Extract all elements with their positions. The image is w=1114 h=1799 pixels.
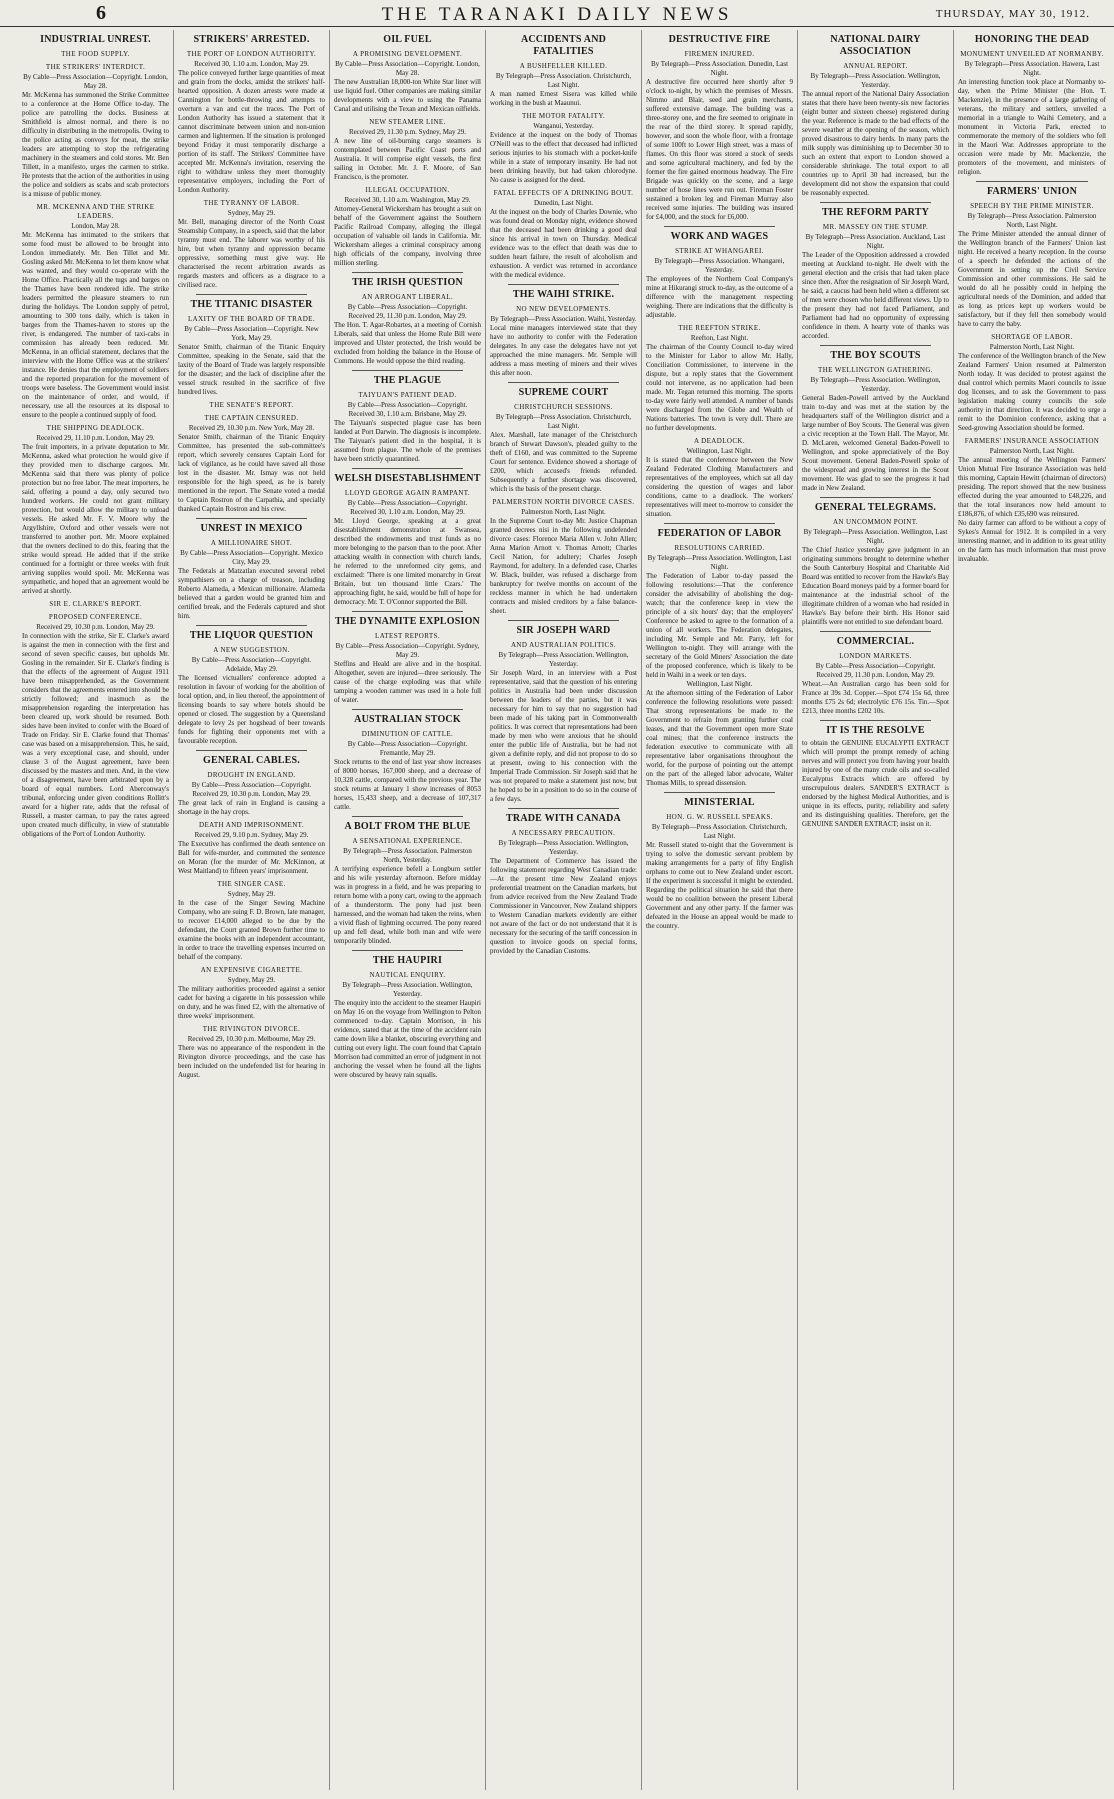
article-subheading: MR. MCKENNA AND THE STRIKE LEADERS. bbox=[36, 203, 155, 220]
dateline: By Telegraph—Press Association. Whangarei, Yesterday. bbox=[654, 257, 785, 274]
dateline: Wellington, Last Night. bbox=[686, 680, 753, 688]
article-subheading: A BUSHFELLER KILLED. bbox=[519, 62, 608, 70]
dateline: By Telegraph—Press Association. Wellington, Yesterday. bbox=[810, 72, 941, 89]
section-divider bbox=[664, 523, 775, 524]
masthead bbox=[0, 0, 1114, 27]
column-1 bbox=[18, 30, 174, 1790]
column-5 bbox=[642, 30, 798, 1790]
article-subheading: THE RIVINGTON DIVORCE. bbox=[202, 1025, 301, 1033]
article-subheading: DROUGHT IN ENGLAND. bbox=[207, 771, 296, 779]
section-divider bbox=[352, 950, 463, 951]
article-headline: DESTRUCTIVE FIRE bbox=[668, 34, 771, 45]
article-headline: AUSTRALIAN STOCK bbox=[354, 714, 461, 725]
section-divider bbox=[196, 625, 307, 626]
article-subheading: TAIYUAN'S PATIENT DEAD. bbox=[358, 391, 457, 399]
article-body: Attorney-General Wickersham has brought a suit on behalf of the Government against the Southern Pacific Railroad Company, alleging the illegal occupation of valuable oil lands in California. Mr. Wickersham alleges a criminal conspiracy among high officials of the company, involving three million sterling. bbox=[334, 205, 481, 267]
issue-date: THURSDAY, MAY 30, 1912. bbox=[935, 8, 1090, 20]
dateline: Palmerston North, Last Night. bbox=[989, 447, 1075, 455]
column-7 bbox=[954, 30, 1110, 1790]
article-subheading: DEATH AND IMPRISONMENT. bbox=[199, 821, 304, 829]
section-divider bbox=[352, 468, 463, 469]
section-divider bbox=[508, 808, 619, 809]
article-body: The new Australian 18,000-ton White Star liner will use liquid fuel. Other companies are making similar developments with a view to using the Panama Canal and utilising the Texan and Mexican oilfields. bbox=[334, 78, 481, 113]
section-divider bbox=[508, 382, 619, 383]
article-body: Mr. McKenna has intimated to the strikers that some food must be allowed to be brought into London immediately. Mr. Ben Tillet and Mr. Gosling asked Mr. McKenna to let them know what was wanted, and they would co-operate with the Home Office. Practically all the tugs and barges on the Thames have been rendered idle. The strike leaders permitted the pleasure steamers to run during the holidays. The London supply of petrol, amounting to 300 tons daily, which is taken in barges from the Thames-haven to stores up the river, is endangered. The number of taxi-cabs in commission has already been reduced. Mr. McKenna, in an official statement, declares that the interview with the Home Office was at the strikers' instance. He denies that the employment of soldiers and the reported preparation for the movement of troops were baseless. The Government would insist on the maintenance of order, and would, if necessary, use all the resources at its disposal to ensure to the people a continued supply of food. bbox=[22, 231, 169, 419]
dateline: Received 29, 10.30 p.m. Melbourne, May 29. bbox=[187, 1035, 316, 1043]
column-6 bbox=[798, 30, 954, 1790]
article-body: The police conveyed further large quantities of meat and grain from the docks, amidst the strikers' half-hearted opposition. A dozen arrests were made at Cannington for bottle-throwing and attempts to overturn a van and cut the traces. The Port of London Authority has issued a statement that it cannot discriminate between union and non-union carmen and lightermen. If the situation is prolonged beyond Friday it must temporarily discharge a portion of its staff. The Strikers' Committee have accepted Mr. McKenna's invitation, reserving the right to withdraw unless they meet thoroughly representative employers, including the Port of London Authority. bbox=[178, 69, 325, 194]
article-subheading: PALMERSTON NORTH DIVORCE CASES. bbox=[492, 498, 635, 506]
article-body: The Prime Minister attended the annual dinner of the Wellington branch of the Farmers' Union last night. He received a hearty reception. In the course of a speech he defended the actions of the Government in setting up the Civil Service Commission and other commissions. He said he would do all he possibly could in helping the agricultural needs of the Dominion, and added that as long as prices kept up workers would be satisfactory, but if they fell then somebody would have to carry the baby. bbox=[958, 230, 1106, 328]
column-4 bbox=[486, 30, 642, 1790]
article-subheading: FIREMEN INJURED. bbox=[684, 50, 755, 58]
article-subheading: LATEST REPORTS. bbox=[375, 632, 440, 640]
article-subheading: NAUTICAL ENQUIRY. bbox=[369, 971, 446, 979]
dateline: By Telegraph—Press Association. Palmerston North, Yesterday. bbox=[343, 847, 472, 864]
article-subheading: FATAL EFFECTS OF A DRINKING BOUT. bbox=[493, 189, 634, 197]
article-body: The Federals at Matzatlan executed several rebel sympathisers on a charge of treason, including Roberto Alameda, a Mexican millionaire. Alameda believed that a garden would be granted him and certified break, and the Federals captured and shot him. bbox=[178, 567, 325, 620]
article-subheading: A MILLIONAIRE SHOT. bbox=[210, 539, 293, 547]
article-headline: NATIONAL DAIRY ASSOCIATION bbox=[830, 34, 921, 57]
section-divider bbox=[508, 284, 619, 285]
dateline: By Cable—Press Association—Copyright. Adelaide, May 29. bbox=[191, 656, 312, 673]
dateline: Wellington, Last Night. bbox=[686, 447, 753, 455]
article-body: The enquiry into the accident to the steamer Haupiri on May 16 on the voyage from Wellington to Pelton commenced to-day. Captain Morrison, in his evidence, stated that at the time of the accident rain came down like a blanket, obscuring everything and cutting out every light. The court found that Captain Morrison had committed an error of judgment in not anchoring the vessel when he found all the lights were obscured by heavy rain squalls. bbox=[334, 999, 481, 1079]
dateline: By Telegraph—Press Association. Wellington, Last Night. bbox=[647, 554, 792, 571]
section-divider bbox=[508, 620, 619, 621]
article-subheading: THE TYRANNY OF LABOR. bbox=[203, 199, 300, 207]
section-divider bbox=[820, 497, 931, 498]
dateline: By Telegraph—Press Association. Wellington, Yesterday. bbox=[498, 839, 629, 856]
dateline: Received 29, 11.30 p.m. Sydney, May 29. bbox=[348, 128, 467, 136]
dateline: By Telegraph—Press Association. Auckland, Last Night. bbox=[805, 233, 946, 250]
article-body: The conference of the Wellington branch of the New Zealand Farmers' Union resumed at Palmerston North today. It was decided to protest against the dual control which permits Maori councils to issue dog licenses, and to ask the Government to pass legislation making county councils the sole authority in that direction. It was decided to urge a remit to the Dominion conference, asking that a Seed-growing Association should be formed. bbox=[958, 352, 1106, 432]
section-divider bbox=[820, 720, 931, 721]
article-headline: HONORING THE DEAD bbox=[974, 34, 1090, 45]
dateline: By Cable—Press Association—Copyright. Received 29, 11.30 p.m. London, May 29. bbox=[815, 662, 936, 679]
column-2 bbox=[174, 30, 330, 1790]
article-headline: THE LIQUOR QUESTION bbox=[189, 630, 314, 641]
article-subheading: SHORTAGE OF LABOR. bbox=[991, 333, 1073, 341]
article-body: Senator Smith, chairman of the Titanic Enquiry Committee, speaking in the Senate, said that the laxity of the Board of Trade was largely responsible for the disaster; and the lack of discipline after the vessel struck resulted in the sacrifice of five hundred lives. bbox=[178, 343, 325, 396]
dateline: Received 29, 9.10 p.m. Sydney, May 29. bbox=[194, 831, 309, 839]
article-body: Mr. McKenna has summoned the Strike Committee to a conference at the Home Office to-day. The police are patrolling the docks. Business at Smithfield is almost normal, and there is no difficulty in distributing in the metropolis. Owing to the police acting as convoys for meat, the strike leaders are attempting to stop the refrigerating machinery in the steamers and cold stores. Mr. Ben Tillett, in a manifesto, urges the carmen to strike. He protests that the action of the authorities in using the police and soldiers as scabs and scab protectors is a misuse of public money. bbox=[22, 91, 169, 198]
article-subheading: A SENSATIONAL EXPERIENCE. bbox=[352, 837, 463, 845]
dateline: By Telegraph—Press Association. Wellington, Yesterday. bbox=[342, 981, 473, 998]
article-headline: FEDERATION OF LABOR bbox=[657, 528, 782, 539]
article-body: Steffins and Heald are alive and in the hospital. Altogether, seven are injured—three seriously. The cause of the charge exploding was that while tamping a wooden rammer was used in a hole full of water. bbox=[334, 660, 481, 704]
article-subheading: AND AUSTRALIAN POLITICS. bbox=[510, 641, 617, 649]
dateline: By Telegraph—Press Association. Wellington, Yesterday. bbox=[810, 376, 941, 393]
article-subheading: FARMERS' INSURANCE ASSOCIATION bbox=[964, 437, 1100, 445]
section-divider bbox=[352, 272, 463, 273]
article-body: Wheat.—An Australian cargo has been sold for France at 39s 3d. Copper.—Spot £74 15s 6d, three months £75 2s 6d; electrolytic £76 15s. Tin.—Spot £213, three months £202 10s. bbox=[802, 680, 949, 715]
section-divider bbox=[352, 816, 463, 817]
article-subheading: A DEADLOCK. bbox=[693, 437, 746, 445]
article-subheading: STRIKE AT WHANGAREI. bbox=[675, 247, 764, 255]
dateline: Received 30, 1.10 a.m. London, May 29. bbox=[194, 60, 309, 68]
section-divider bbox=[664, 226, 775, 227]
dateline: By Telegraph—Press Association. Wellington, Last Night. bbox=[803, 528, 948, 545]
article-headline: THE WAIHI STRIKE. bbox=[512, 289, 615, 300]
dateline: By Telegraph—Press Association. Christchurch, Last Night. bbox=[651, 823, 788, 840]
section-divider bbox=[976, 181, 1088, 182]
page-number: 6 bbox=[96, 2, 106, 24]
dateline: Received 30, 1.10 a.m. Washington, May 29. bbox=[344, 196, 471, 204]
article-body: Sir Joseph Ward, in an interview with a Post representative, said that the question of his entering politics in Australia had been under discussion between the leaders of the parties, but it was necessary for him to say that no suggestion had been made of his taking part in Commonwealth politics. It was correct that representations had been made by men who were anxious that he should enter the public life of Australia, but he had not given a definite reply, and did not propose to do so at present, owing to his connection with the Imperial Trade Commission. Sir Joseph said that he was not prepared to make a statement just now, but he hoped to be in a position to do so in the course of a few days. bbox=[490, 669, 637, 803]
section-divider bbox=[820, 631, 931, 632]
dateline: Sydney, May 29. bbox=[227, 976, 276, 984]
article-subheading: THE FOOD SUPPLY. bbox=[61, 50, 130, 58]
article-body: The employees of the Northern Coal Company's mine at Hikurangi struck to-day, as the outcome of a difference with the management respecting weighing. There are indications that the difficulty is adjustable. bbox=[646, 275, 793, 319]
article-body: In connection with the strike, Sir E. Clarke's award is against the men in connection with the first and second of seven specific causes, but upholds Mr. Gosling in the remainder. Sir E. Clarke's finding is that the effects of the agreement of August 1911 have been misapprehended, as the Government considers that the agreements entered into should be strictly followed; and inasmuch as the misapprehension regarding the interpretation has been cleared up, work should be resumed. Both sides have been invited to confer with the Board of Trade on Friday. Sir E. Clarke found that Thomas' case was based on a misapprehension. This, he said, was a very exceptional case, and should, under clause 3 of the August agreement, have been discussed by the masters and men. And, in the view of a disagreement, have been arbitrated upon by a board of equal numbers. Lord Aberconway's tribunal, enforcing under given conditions Rollitt's award for a higher rate, adds that the refusal of Russell, a master carman, to pay the rates agreed upon created much difficulty, in view of statutable obligations of the Port of London Authority. bbox=[22, 632, 169, 838]
article-body: Stock returns to the end of last year show increases of 8000 horses, 167,000 sheep, and a decrease of 10,328 cattle, compared with the previous year. The stock returns at January 1 show increases of 8053 horses, 15,433 sheep, and a decrease of 107,317 cattle. bbox=[334, 758, 481, 811]
article-subheading: ANNUAL REPORT. bbox=[843, 62, 908, 70]
section-divider bbox=[664, 792, 775, 793]
dateline: By Cable—Press Association—Copyright. Fremantle, May 29. bbox=[347, 740, 468, 757]
article-headline: THE BOY SCOUTS bbox=[830, 350, 921, 361]
article-headline: UNREST IN MEXICO bbox=[200, 523, 303, 534]
section-divider bbox=[820, 202, 931, 203]
article-subheading: NO NEW DEVELOPMENTS. bbox=[516, 305, 611, 313]
article-body: A terrifying experience befell a Longburn settler and his wife yesterday afternoon. Before midday was in progress in a field, and he was preparing to return home with a pony cart, owing to the approach of a thunderstorm. The pony had just been harnessed, and the woman had taken the reins, when a vivid flash of lightning occurred. The pony reared up and fell dead, while both man and wife were temporarily blinded. bbox=[334, 865, 481, 945]
section-divider bbox=[196, 294, 307, 295]
article-subheading: MR. MASSEY ON THE STUMP. bbox=[822, 223, 929, 231]
article-headline: THE TITANIC DISASTER bbox=[190, 299, 313, 310]
section-divider bbox=[820, 345, 931, 346]
article-body: In the Supreme Court to-day Mr. Justice Chapman granted decrees nisi in the following undefended divorce cases: Florence Maria Allen v. John Allen; Anna Marion Arnott v. Thomas Arnott; Charles Cecil Nation, for adultery; Charles Joseph Raymond, for adultery. In a defended case, Charles W. Black, builder, was refused a discharge from bankruptcy for twelve months on account of the reckless manner in which he had undertaken contracts and misled creditors by a false balance-sheet. bbox=[490, 517, 637, 615]
newspaper-title: THE TARANAKI DAILY NEWS bbox=[381, 4, 733, 25]
dateline: By Telegraph—Press Association. Dunedin, Last Night. bbox=[650, 60, 789, 77]
article-body: The Chief Justice yesterday gave judgment in an originating summons brought to determine whether the South Canterbury Hospital and Charitable Aid Board was entitled to recover from the Hawke's Bay Education Board moneys paid by a former board for maintenance at the industrial school of the illegitimate children of a woman who had resided in Hawke's Bay before their birth. His Honor said plaintiffs were not entitled to sue defendant board. bbox=[802, 546, 949, 626]
dateline: By Cable—Press Association—Copyright. New York, May 29. bbox=[184, 325, 319, 342]
article-subheading: THE WELLINGTON GATHERING. bbox=[818, 366, 933, 374]
article-subheading: SPEECH BY THE PRIME MINISTER. bbox=[970, 202, 1094, 210]
article-headline: SUPREME COURT bbox=[518, 387, 609, 398]
article-headline: THE PLAGUE bbox=[373, 375, 442, 386]
dateline: By Cable—Press Association—Copyright. Sydney, May 29. bbox=[335, 642, 480, 659]
article-subheading: THE MOTOR FATALITY. bbox=[521, 112, 606, 120]
dateline: By Cable—Press Association—Copyright. London, May 28. bbox=[335, 60, 480, 77]
article-body: No dairy farmer can afford to be without a copy of Sykes's Annual for 1912. It is compiled in a very interesting manner, and in addition to its great utility on the farm has much information that must prove invaluable. bbox=[958, 519, 1106, 563]
article-body: The great lack of rain in England is causing a shortage in the hay crops. bbox=[178, 799, 325, 816]
article-subheading: THE PORT OF LONDON AUTHORITY. bbox=[186, 50, 317, 58]
dateline: Sydney, May 29. bbox=[227, 209, 276, 217]
dateline: By Cable—Press Association—Copyright. Received 30, 1.10 a.m. Brisbane, May 29. bbox=[347, 401, 468, 418]
article-subheading: DIMINUTION OF CATTLE. bbox=[361, 730, 454, 738]
article-body: Alex. Marshall, late manager of the Christchurch branch of Stewart Dawson's, pleaded guilty to the theft of £160, and was committed to the Supreme Court for sentence. Evidence showed a shortage of £200, which accused's friends refunded. Subsequently a further shortage was discovered, which is the basis of the present charge. bbox=[490, 431, 637, 493]
article-headline: WORK AND WAGES bbox=[670, 231, 769, 242]
article-body: A destructive fire occurred here shortly after 9 o'clock to-night, by which the premises of Messrs. Nimmo and Blair, seed and grain merchants, suffered extensive damage. The building was a three-storey one, and the fire seemed to originate in the rear of the third storey. It spread rapidly, however, and soon the whole floor, with a frontage of some 100ft to Lower High street, was a mass of flames. On this floor was stored a stock of seeds and some agricultural machinery, and fed by the former the fire gained enormous headway. The Fire Brigade was quickly on the scene, and a large number of hose lines were run out. Fireman Foster sustained a broken leg and Fireman Murray also received some injuries. The building was insured for £4,000, and the stock for £6,000. bbox=[646, 78, 793, 221]
article-body: A man named Ernest Sisera was killed while working in the bush at Maaunui. bbox=[490, 90, 637, 107]
article-body: The licensed victuallers' conference adopted a resolution in favour of working for the abolition of local option, and, in lieu thereof, the appointment of licensing boards to say where hotels should be opened or closed. The suggestion by a Queensland delegate to levy 2s per hogshead of beer towards funds for fighting their opponents met with a favourable reception. bbox=[178, 674, 325, 745]
article-subheading: RESOLUTIONS CARRIED. bbox=[674, 544, 765, 552]
article-subheading: THE STRIKERS' INTERDICT. bbox=[45, 63, 146, 71]
article-headline: THE IRISH QUESTION bbox=[352, 277, 463, 288]
article-subheading: THE SENATE'S REPORT. bbox=[209, 401, 294, 409]
article-headline: INDUSTRIAL UNREST. bbox=[40, 34, 151, 45]
article-headline: STRIKERS' ARRESTED. bbox=[193, 34, 310, 45]
article-headline: IT IS THE RESOLVE bbox=[826, 725, 925, 736]
article-headline: FARMERS' UNION bbox=[986, 186, 1078, 197]
article-subheading: LLOYD GEORGE AGAIN RAMPANT. bbox=[344, 489, 471, 497]
article-body: The Taiyuan's suspected plague case has been landed at Port Darwin. The diagnosis is incomplete. The Taiyuan's patient died in the hospital, it is assumed from plague. The whole of the premises have been strictly quarantined. bbox=[334, 419, 481, 463]
article-subheading: LAXITY OF THE BOARD OF TRADE. bbox=[188, 315, 315, 323]
article-body: Evidence at the inquest on the body of Thomas O'Neill was to the effect that deceased had inflicted serious injuries to his stomach with a pocket-knife while in a state of temporary insanity. He had not been drinking heavily, but had taken chlorodyne. No cause is assigned for the deed. bbox=[490, 131, 637, 184]
columns bbox=[18, 30, 1110, 1790]
article-headline: THE HAUPIRI bbox=[372, 955, 443, 966]
article-body: There was no appearance of the respondent in the Rivington divorce proceedings, and the case has been included on the undefended list for hearing in August. bbox=[178, 1044, 325, 1079]
article-body: The Federation of Labor to-day passed the following resolutions:—That the conference consider the advisability of abolishing the dog-watch; that the conference keep in view the principle of a six hours' day; that the employers' Conference be asked to agree to the formation of a union of all workers. The Federation delegates, including Mr. Semple and Mr. Parry, left for Wellington to-night. They will arrange with the secretary of the Gold Miners' Association the date of the proposed conference, which is likely to be held in Waihi in a week or ten days. bbox=[646, 572, 793, 679]
dateline: By Cable—Press Association—Copyright. Received 29, 10.30 p.m. London, May 29. bbox=[191, 781, 312, 798]
article-headline: OIL FUEL bbox=[383, 34, 432, 45]
article-subheading: MONUMENT UNVEILED AT NORMANBY. bbox=[960, 50, 1104, 58]
dateline: By Telegraph—Press Association. Wellington, Yesterday. bbox=[498, 651, 629, 668]
article-body: The fruit importers, in a private deputation to Mr. McKenna, asked what protection he would give if they provided men to discharge cargoes. Mr. McKenna said that there was plenty of police protection but no free labor. The meat importers, he said, offering a pound a day, only secured two hundred workers. He could not grant military protection, but would allow the military to unload vessels. He asked Mr. F. V. Moore why the Argyllshire, Oxford and other vessels were not transferred to another port. Mr. Moore explained that the owners declined to do this, fearing that the strike would spread. He added that if the strike continued for a fortnight or three weeks with fruit arriving supplies would spoil. Mr. McKenna was sympathetic, and hoped that an agreement would be arrived at shortly. bbox=[22, 443, 169, 595]
dateline: Received 29, 10.30 p.m. New York, May 28. bbox=[188, 424, 315, 432]
article-subheading: A PROMISING DEVELOPMENT. bbox=[352, 50, 463, 58]
article-subheading: A NECESSARY PRECAUTION. bbox=[511, 829, 616, 837]
article-headline: GENERAL TELEGRAMS. bbox=[814, 502, 937, 513]
article-headline: TRADE WITH CANADA bbox=[506, 813, 621, 824]
dateline: By Telegraph—Press Association. Palmerston North, Last Night. bbox=[967, 212, 1097, 229]
article-subheading: AN ARROGANT LIBERAL. bbox=[361, 293, 454, 301]
article-subheading: A NEW SUGGESTION. bbox=[213, 646, 290, 654]
section-divider bbox=[352, 611, 463, 612]
article-headline: A BOLT FROM THE BLUE bbox=[344, 821, 471, 832]
article-body: The military authorities proceeded against a senior cadet for having a cigarette in his possession while on duty, and he was fined £2, with the alternative of three weeks' imprisonment. bbox=[178, 985, 325, 1020]
article-subheading: THE SHIPPING DEADLOCK. bbox=[46, 424, 145, 432]
dateline: By Telegraph—Press Association. Hawera, Last Night. bbox=[964, 60, 1100, 77]
article-subheading: SIR E. CLARKE'S REPORT. bbox=[49, 600, 142, 608]
article-body: The annual meeting of the Wellington Farmers' Union Mutual Fire Insurance Association was held this morning, Captain Hewitt (chairman of directors) presiding. The report showed that the new business effected during the year amounted to £48,226, and that the total insurances now held amount to £186,876, of which £35,690 was reinsured. bbox=[958, 456, 1106, 518]
article-headline: THE DYNAMITE EXPLOSION bbox=[335, 616, 480, 627]
article-body: Mr. Lloyd George, speaking at a great disestablishment demonstration at Swansea, described the endowments and trust funds as no more belonging to the parson than to the poor. After attacking wealth in connection with church lands, he referred to the unreformed city gems, and exclaimed: 'There is one limited monarchy in Great Britain, but ten thousand little Czars.' The approaching fight, he said, would be full of hope for democracy. Mr. T. O'Connor supported the Bill. bbox=[334, 517, 481, 606]
dateline: By Telegraph—Press Association. Waihi, Yesterday. bbox=[490, 315, 637, 323]
section-divider bbox=[196, 750, 307, 751]
dateline: Received 29, 11.10 p.m. London, May 29. bbox=[36, 434, 155, 442]
dateline: Dunedin, Last Night. bbox=[533, 199, 594, 207]
article-body: In the case of the Singer Sewing Machine Company, who are suing F. D. Brown, late manager, to recover £14,000 alleged to be due by the defendant, the Court granted Brown further time to examine the books with an independent accountant, in order to trace the travelling expenses incurred on behalf of the company. bbox=[178, 899, 325, 961]
article-body: The annual report of the National Dairy Association states that there have been twenty-six new factories (eight butter and sixteen cheese) registered during the year. Reference is made to the bad effects of the severe weather at the opening of the season, which proved disastrous to dairy herds. In many parts the milk supply was diminishing up to December 30 to such an extent that export to London showed a considerable shrinkage. The total export to all countries up to April 30 had increased, but the development did not show the expansion that could be reasonably expected. bbox=[802, 90, 949, 197]
article-body: General Baden-Powell arrived by the Auckland train to-day and was met at the station by the headquarters staff of the Wellington district and a large number of Boy Scouts. The General was given a civic reception at the Town Hall. The Mayor, Mr. D. McLaren, welcomed General Baden-Powell to Wellington, and spoke appreciatively of the Boy Scout movement. General Baden-Powell spoke of the widespread and growing interest in the Scout movement. He was glad to see the progress it had made in New Zealand. bbox=[802, 394, 949, 492]
dateline: Reefton, Last Night. bbox=[690, 334, 749, 342]
dateline: By Telegraph—Press Association. Christchurch, Last Night. bbox=[495, 72, 632, 89]
dateline: London, May 28. bbox=[71, 222, 120, 230]
article-body: Mr. Russell stated to-night that the Government is trying to solve the domestic servant problem by making arrangements for a party of fifty English orphans to come out to New Zealand under escort. If the experiment is successful it might be extended. Regarding the political situation he said that there would be no coalition between the present Liberal Government and any other party. If the farmer was defeated in the House an appeal would be made to the country. bbox=[646, 841, 793, 930]
dateline: By Cable—Press Association—Copyright. London, May 28. bbox=[23, 73, 168, 90]
dateline: By Cable—Press Association—Copyright. Received 29, 11.30 p.m. London, May 29. bbox=[347, 303, 468, 320]
article-headline: GENERAL CABLES. bbox=[203, 755, 300, 766]
section-divider bbox=[196, 518, 307, 519]
article-subheading: LONDON MARKETS. bbox=[839, 652, 912, 660]
article-body: The Executive has confirmed the death sentence on Ball for wife-murder, and commuted the sentence on Moran (for the murder of Mr. McKinnon, at West Maitland) to fifteen years' imprisonment. bbox=[178, 840, 325, 875]
article-body: Local mine managers interviewed state that they have no authority to confer with the Federation delegates. In any case the delegates have not yet approached the mine managers. Mr. Semple will address a mass meeting of miners and their wives this after noon. bbox=[490, 324, 637, 377]
article-headline: SIR JOSEPH WARD bbox=[516, 625, 611, 636]
article-body: An interesting function took place at Normanby to-day, when the Prime Minister (the Hon. T. Mackenzie), in the presence of a large gathering of veterans, the military and settlers, unveiled a memorial in a triangle to Waihi Cemetery, and a monument in Victoria Park, erected to commemorate the memory of the soldiers who fell in the Maori War. Addresses appropriate to the occasion were made by Mr. Mackenzie, the promoters of the movement, and ministers of religion. bbox=[958, 78, 1106, 176]
article-body: The Hon. T. Agar-Robartes, at a meeting of Cornish Liberals, said that unless the Home Rule Bill were improved and Ulster protected, the Irish would be excluded from holding the balance in the House of Commons. He would oppose the third reading. bbox=[334, 321, 481, 365]
dateline: By Telegraph—Press Association. Christchurch, Last Night. bbox=[495, 413, 632, 430]
dateline: Received 29, 10.30 p.m. London, May 29. bbox=[36, 623, 155, 631]
dateline: By Cable—Press Association—Copyright. Mexico City, May 29. bbox=[180, 549, 323, 566]
column-3 bbox=[330, 30, 486, 1790]
article-subheading: AN EXPENSIVE CIGARETTE. bbox=[200, 966, 303, 974]
article-subheading: THE REEFTON STRIKE. bbox=[678, 324, 761, 332]
article-subheading: PROPOSED CONFERENCE. bbox=[48, 613, 143, 621]
article-headline: COMMERCIAL. bbox=[836, 636, 915, 647]
article-subheading: ILLEGAL OCCUPATION. bbox=[365, 186, 450, 194]
article-subheading: NEW STEAMER LINE. bbox=[369, 118, 446, 126]
dateline: Wanganui, Yesterday. bbox=[533, 122, 594, 130]
article-body: Mr. Bell, managing director of the North Coast Steamship Company, in a speech, said that the labor tyranny must end. The laborer was worthy of his hire, but when tyranny and oppression became oppressive, something must give way. He characterised the recent arbitration awards as regards masters and officers as a disgrace to a civilised race. bbox=[178, 218, 325, 289]
article-body: It is stated that the conference between the New Zealand Federated Clothing Manufacturers and representatives of the employees, which sat all day considering the question of wages and labor conditions, came to a deadlock. The workers' representatives will meet to-morrow to consider the situation. bbox=[646, 456, 793, 518]
article-subheading: HON. G. W. RUSSELL SPEAKS. bbox=[666, 813, 773, 821]
article-body: A new line of oil-burning cargo steamers is contemplated between Pacific Coast ports and Australia. It will comprise eight vessels, the first sailing in October. Mr. J. F. Moore, of San Francisco, is the promoter. bbox=[334, 137, 481, 181]
dateline: By Cable—Press Association—Copyright. Received 30, 1.10 a.m. London, May 29. bbox=[347, 499, 468, 516]
article-body: to obtain the GENUINE EUCALYPTI EXTRACT which will prompt the prompt remedy of aching nerves and will protect you from having your health injured by one of the many crude oils and so-called Eucalyptus Extracts which are offered by unscrupulous dealers. SANDER'S EXTRACT is endorsed by the highest Medical Authorities, and is unique in its effects, purity, reliability and safety and its distinguishing qualities. Therefore, get the GENUINE SANDER EXTRACT; insist on it. bbox=[802, 739, 949, 828]
article-subheading: CHRISTCHURCH SESSIONS. bbox=[514, 403, 613, 411]
article-headline: WELSH DISESTABLISHMENT bbox=[334, 473, 481, 484]
article-headline: ACCIDENTS AND FATALITIES bbox=[520, 34, 607, 57]
article-body: The Leader of the Opposition addressed a crowded meeting at Auckland to-night. He dwelt with the general election and the crisis that had taken place since then. After the resignation of Sir Joseph Ward, he said, a caucus had been held when a different set of men were chosen who held different views. Up to the present they had not faced Parliament, and Parliament had had no opportunity of expressing confidence in them. A hearty vote of thanks was accorded. bbox=[802, 251, 949, 340]
section-divider bbox=[352, 709, 463, 710]
article-body: At the afternoon sitting of the Federation of Labor conference the following resolutions were passed: That strong representations be made to the Government to refrain from granting further coal leases, and that the Government open more State coal mines; that the conference instructs the federation executive to communicate with all representative labor organisations throughout the world, for the purpose of pointing out the attempt on the part of the alleged labor advocate, Walter Thomas Mills, to spread dissension. bbox=[646, 689, 793, 787]
article-headline: MINISTERIAL bbox=[684, 797, 755, 808]
dateline: Palmerston North, Last Night. bbox=[521, 508, 606, 516]
dateline: Palmerston North, Last Night. bbox=[989, 343, 1075, 351]
article-subheading: THE SINGER CASE. bbox=[217, 880, 286, 888]
article-subheading: THE CAPTAIN CENSURED. bbox=[204, 414, 299, 422]
article-headline: THE REFORM PARTY bbox=[821, 207, 930, 218]
article-subheading: AN UNCOMMON POINT. bbox=[832, 518, 919, 526]
section-divider bbox=[352, 370, 463, 371]
article-body: Senator Smith, chairman of the Titanic Enquiry Committee, has presented the sub-committee's report, which severely censures Captain Lord for lack of vigilance, as he could have saved all those lost in the disaster. Mr. Ismay was not held responsible for the high speed, as he is barely mentioned in the report. The Senate voted a medal to Captain Rostron of the Carpathia, and specially thanked Captain Rostron and his crew. bbox=[178, 433, 325, 513]
article-body: The chairman of the County Council to-day wired to the Minister for Labor to allow Mr. Hally, Conciliation Commissioner, to intervene in the dispute, but a reply states that the Government could not intervene, as no application had been made. Mr. Tegan returned this morning. The sports to-day were fairly well attended. A number of bands were discharged from the Globe and Wealth of Nations batteries. The town is very dull. There are no further developments. bbox=[646, 343, 793, 432]
article-body: The Department of Commerce has issued the following statement regarding West Canadian trade:—At the present time New Zealand enjoys preferential treatment on the Canadian markets, but from advice received from the New Zealand Trade Commissioner in Vancouver, New Zealand shippers to Western Canadian markets evidently are either not aware of the fact or do not understand that it is necessary for the securing of the tariff concession in question to invoice goods on special forms, provided by the Canadian Customs. bbox=[490, 857, 637, 955]
article-body: At the inquest on the body of Charles Downie, who was found dead on Monday night, evidence showed that the deceased had been drinking a good deal since his arrival in town on Thursday. Medical evidence was to the effect that death was due to sudden heart failure, the result of alcoholism and exhaustion. A verdict was returned in accordance with the medical evidence. bbox=[490, 208, 637, 279]
dateline: Sydney, May 29. bbox=[227, 890, 276, 898]
